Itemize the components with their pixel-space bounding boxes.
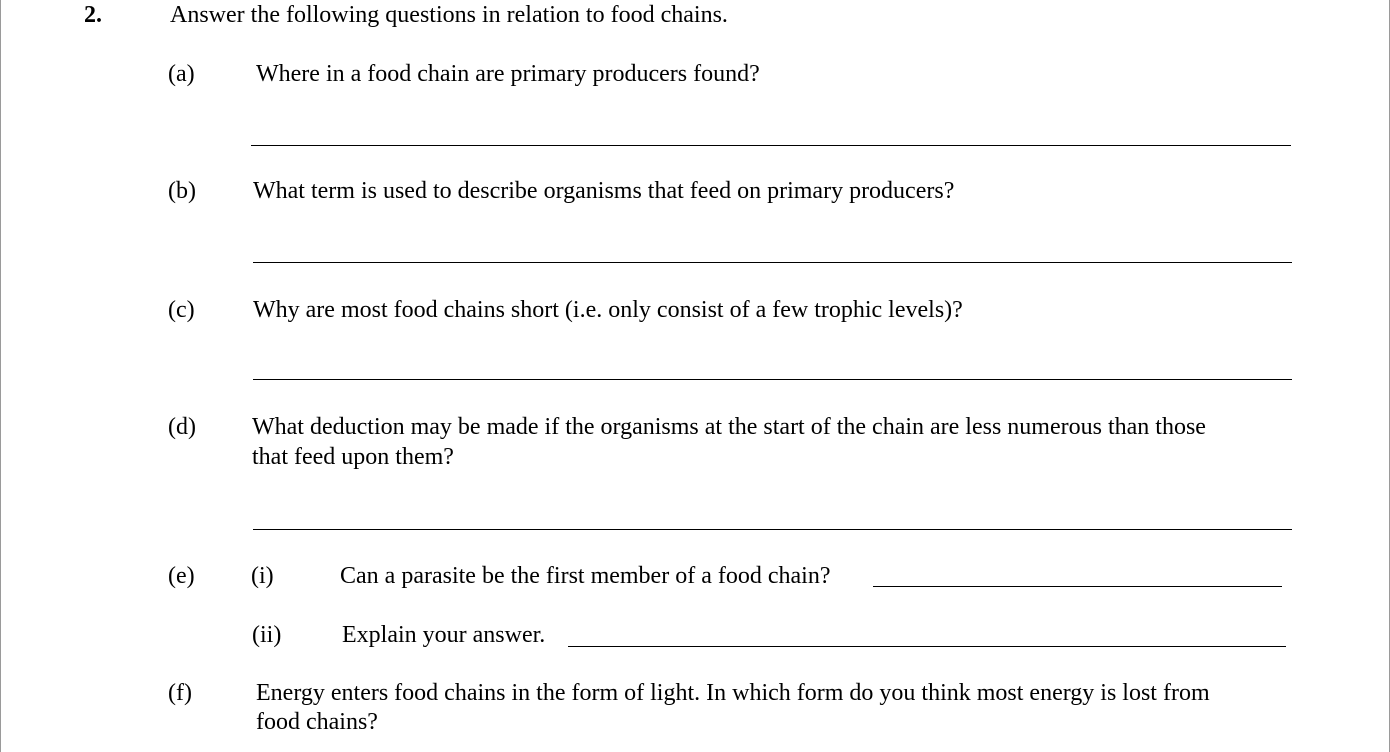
part-e-ii-answer-line[interactable] [568,646,1286,647]
part-d-question-line1: What deduction may be made if the organisms at the start of the chain are less numerous than those [252,414,1206,440]
part-d-question-line2: that feed upon them? [252,444,454,470]
part-c-question: Why are most food chains short (i.e. only consist of a few trophic levels)? [253,297,963,323]
part-e-ii-question: Explain your answer. [342,622,546,648]
part-b-label: (b) [168,178,196,204]
part-f-question-line1: Energy enters food chains in the form of light. In which form do you think most energy is lost from [256,680,1210,706]
part-c-label: (c) [168,297,195,323]
part-d-answer-line[interactable] [253,529,1292,530]
part-e-label: (e) [168,563,195,589]
page-left-border [0,0,1,752]
part-a-question: Where in a food chain are primary producers found? [256,61,760,87]
part-b-answer-line[interactable] [253,262,1292,263]
part-d-label: (d) [168,414,196,440]
question-intro: Answer the following questions in relation to food chains. [170,2,728,28]
question-number: 2. [84,2,102,28]
part-e-i-label: (i) [251,563,274,589]
part-f-label: (f) [168,680,192,706]
part-b-question: What term is used to describe organisms that feed on primary producers? [253,178,955,204]
part-a-label: (a) [168,61,195,87]
part-e-i-answer-line[interactable] [873,586,1282,587]
part-e-ii-label: (ii) [252,622,282,648]
part-c-answer-line[interactable] [253,379,1292,380]
part-e-i-question: Can a parasite be the first member of a food chain? [340,563,831,589]
part-f-question-line2: food chains? [256,709,378,735]
part-a-answer-line[interactable] [251,145,1291,146]
